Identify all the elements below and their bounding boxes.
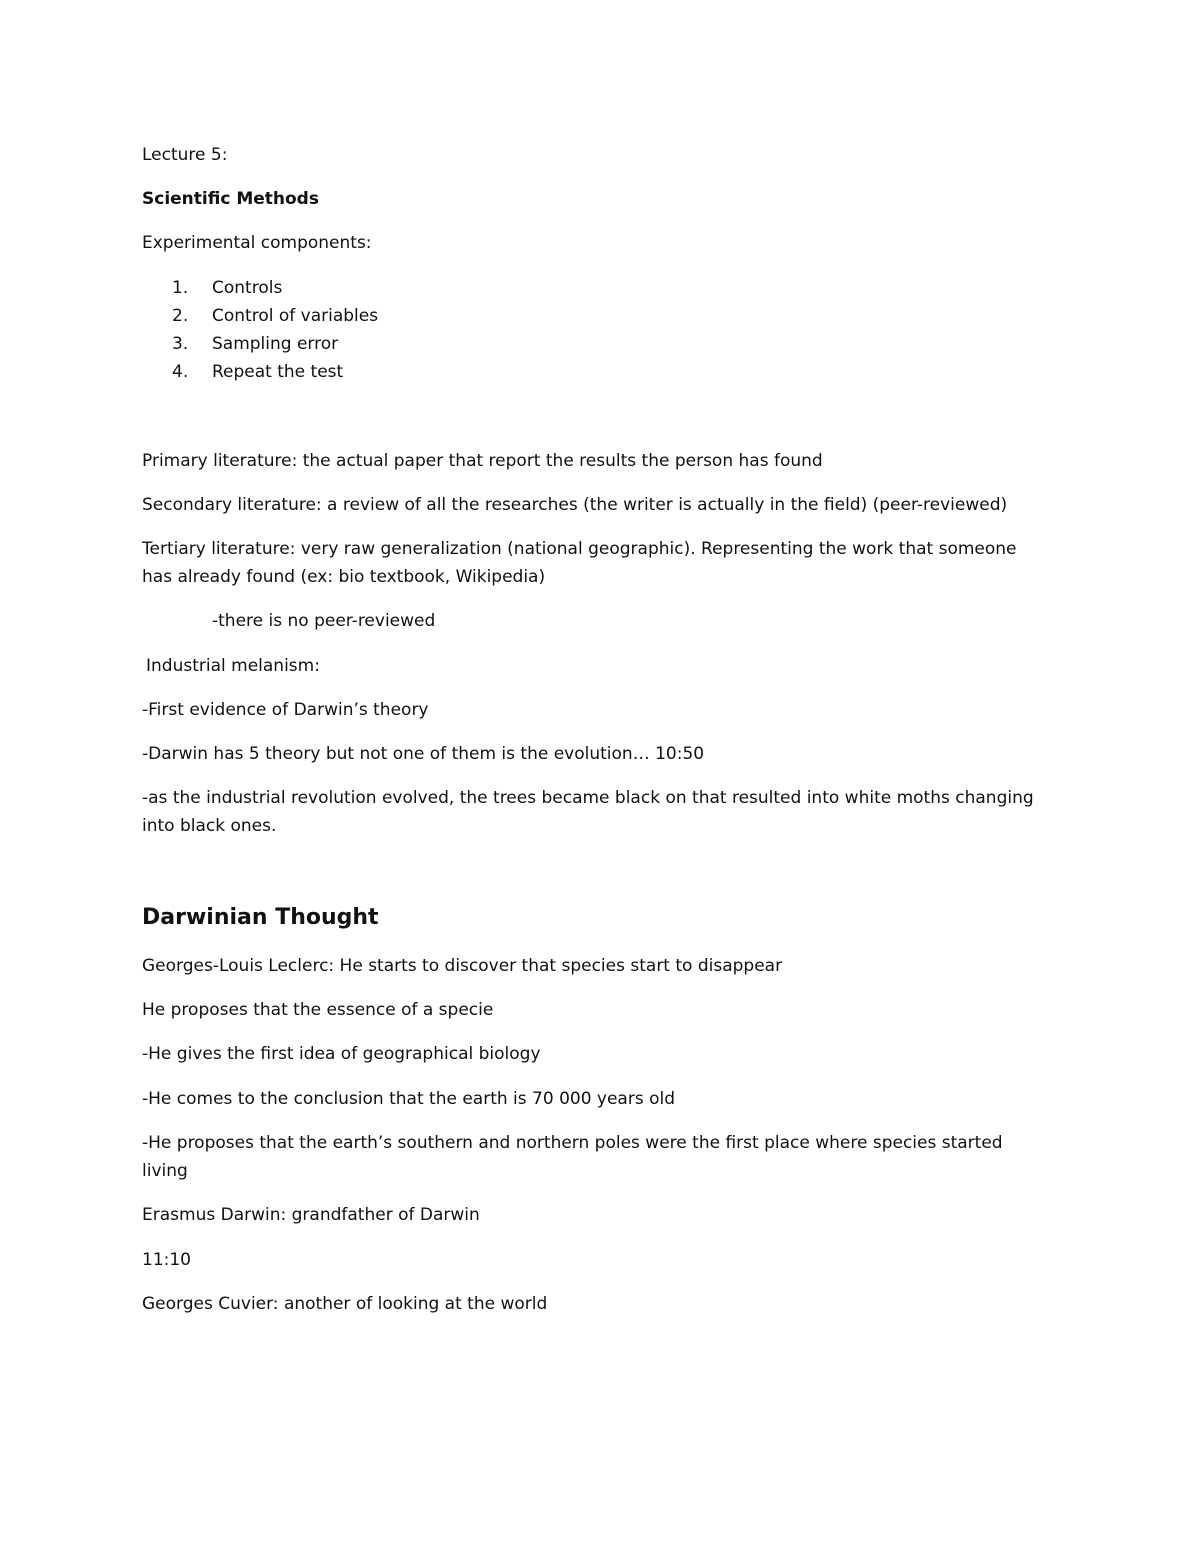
list-text: Controls bbox=[212, 278, 283, 298]
poles-note-line1: -He proposes that the earth’s southern and northern poles were the first place where species started bbox=[142, 1133, 1003, 1153]
geographical-biology-note: -He gives the first idea of geographical biology bbox=[142, 1044, 541, 1064]
lecture-title: Lecture 5: bbox=[142, 145, 228, 165]
list-item bbox=[172, 302, 378, 330]
darwinian-thought-heading: Darwinian Thought bbox=[142, 905, 379, 930]
list-text: Control of variables bbox=[212, 306, 379, 326]
cuvier-note: Georges Cuvier: another of looking at the world bbox=[142, 1294, 548, 1314]
erasmus-darwin-note: Erasmus Darwin: grandfather of Darwin bbox=[142, 1205, 480, 1225]
experimental-components-label: Experimental components: bbox=[142, 233, 372, 253]
no-peer-reviewed-note: -there is no peer-reviewed bbox=[212, 611, 436, 631]
scientific-methods-heading: Scientific Methods bbox=[142, 189, 319, 209]
list-number: 4. bbox=[172, 362, 189, 382]
industrial-revolution-line1: -as the industrial revolution evolved, the trees became black on that resulted into white moths changing bbox=[142, 788, 1034, 808]
timestamp: 11:10 bbox=[142, 1250, 191, 1270]
list-number: 2. bbox=[172, 306, 189, 326]
leclerc-note: Georges-Louis Leclerc: He starts to discover that species start to disappear bbox=[142, 956, 783, 976]
list-number: 3. bbox=[172, 334, 189, 354]
industrial-revolution-line2: into black ones. bbox=[142, 816, 277, 836]
industrial-melanism-label: Industrial melanism: bbox=[146, 656, 320, 676]
list-number: 1. bbox=[172, 278, 189, 298]
primary-literature: Primary literature: the actual paper that report the results the person has found bbox=[142, 451, 823, 471]
tertiary-literature-line2: has already found (ex: bio textbook, Wikipedia) bbox=[142, 567, 546, 587]
secondary-literature: Secondary literature: a review of all the researches (the writer is actually in the field) (peer-reviewed) bbox=[142, 495, 1008, 515]
darwin-theory-note: -Darwin has 5 theory but not one of them is the evolution… 10:50 bbox=[142, 744, 705, 764]
list-item bbox=[172, 274, 282, 302]
essence-note: He proposes that the essence of a specie bbox=[142, 1000, 494, 1020]
poles-note-line2: living bbox=[142, 1161, 188, 1181]
first-evidence-note: -First evidence of Darwin’s theory bbox=[142, 700, 429, 720]
tertiary-literature-line1: Tertiary literature: very raw generalization (national geographic). Representing the work that someone bbox=[142, 539, 1017, 559]
list-text: Sampling error bbox=[212, 334, 339, 354]
list-item bbox=[172, 330, 338, 358]
earth-age-note: -He comes to the conclusion that the earth is 70 000 years old bbox=[142, 1089, 676, 1109]
list-item bbox=[172, 358, 343, 386]
list-text: Repeat the test bbox=[212, 362, 344, 382]
